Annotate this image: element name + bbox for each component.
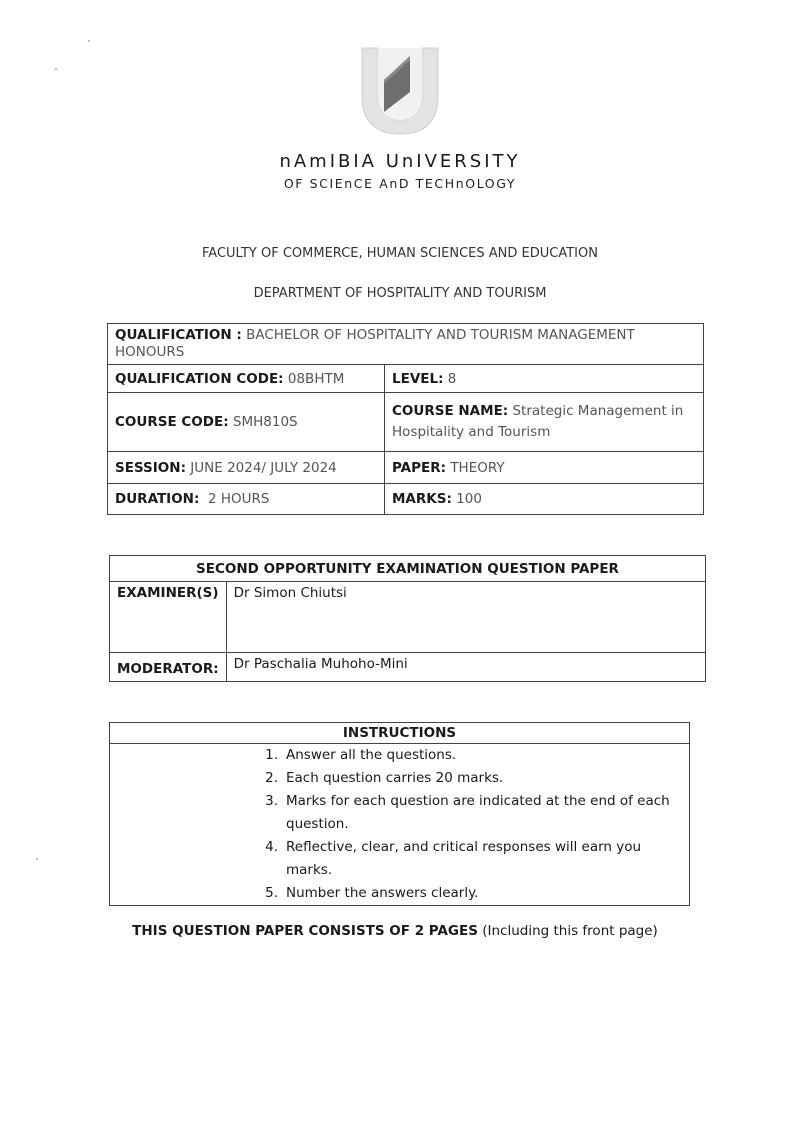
- moderator-label: MODERATOR:: [110, 653, 227, 682]
- faculty-heading: FACULTY OF COMMERCE, HUMAN SCIENCES AND EDUCATION: [202, 246, 598, 261]
- instructions-list: [250, 744, 685, 905]
- page-count-note: [0, 923, 790, 939]
- instruction-number: 1.: [265, 747, 278, 763]
- qualification-value: BACHELOR OF HOSPITALITY AND TOURISM MANAGEMENT HONOURS: [115, 327, 635, 360]
- scan-speck: [88, 40, 90, 42]
- course-code-cell: [108, 393, 385, 452]
- scan-speck: [55, 68, 57, 70]
- exam-paper-table: [109, 555, 706, 682]
- instruction-item: [250, 767, 685, 790]
- session-value: JUNE 2024/ JULY 2024: [190, 459, 337, 476]
- instruction-text: Marks for each question are indicated at the end of each question.: [286, 793, 670, 832]
- instruction-text: Answer all the questions.: [286, 747, 457, 763]
- university-logo: [358, 42, 442, 136]
- marks-value: 100: [456, 491, 482, 507]
- qualification-cell: [108, 324, 704, 365]
- paper-cell: [385, 452, 704, 484]
- instructions-title: INSTRUCTIONS: [110, 723, 690, 744]
- instructions-body: [110, 744, 690, 906]
- marks-cell: [385, 484, 704, 515]
- instruction-text: Reflective, clear, and critical responses will earn you marks.: [286, 839, 642, 878]
- course-name-label: COURSE NAME:: [392, 403, 509, 419]
- level-cell: [385, 365, 704, 393]
- instruction-number: 3.: [265, 793, 278, 809]
- course-code-value: SMH810S: [232, 414, 298, 430]
- scan-speck: [36, 858, 38, 860]
- instruction-number: 2.: [265, 770, 278, 786]
- course-name-cell: [385, 393, 704, 452]
- session-label: SESSION:: [115, 459, 186, 476]
- page-count-bold: THIS QUESTION PAPER CONSISTS OF 2 PAGES: [132, 923, 478, 939]
- qualification-code-cell: [108, 365, 385, 393]
- instruction-number: 4.: [265, 839, 278, 855]
- university-subtitle: OF SCIEnCE AnD TECHnOLOGY: [283, 176, 517, 191]
- instruction-item: [250, 836, 685, 882]
- instruction-item: [250, 790, 685, 836]
- level-label: LEVEL:: [392, 370, 444, 387]
- qualification-table: [107, 323, 704, 515]
- examiner-value: Dr Simon Chiutsi: [226, 582, 705, 653]
- moderator-value: Dr Paschalia Muhoho-Mini: [226, 653, 705, 682]
- exam-title: SECOND OPPORTUNITY EXAMINATION QUESTION PAPER: [110, 556, 706, 582]
- department-heading: DEPARTMENT OF HOSPITALITY AND TOURISM: [253, 286, 547, 301]
- instruction-text: Each question carries 20 marks.: [286, 770, 504, 786]
- instruction-item: [250, 744, 685, 767]
- instructions-table: [109, 722, 690, 906]
- university-name: nAmIBIA UnIVERSITY: [279, 151, 521, 172]
- instruction-number: 5.: [265, 885, 278, 901]
- level-value: 8: [447, 370, 457, 387]
- qualification-label: QUALIFICATION :: [115, 327, 242, 343]
- course-code-label: COURSE CODE:: [115, 414, 229, 430]
- paper-value: THEORY: [450, 459, 505, 476]
- examiner-label: EXAMINER(S): [110, 582, 227, 653]
- duration-label: DURATION:: [115, 491, 200, 507]
- qualification-code-value: 08BHTM: [287, 370, 345, 387]
- session-cell: [108, 452, 385, 484]
- duration-value: 2 HOURS: [207, 491, 270, 507]
- duration-cell: [108, 484, 385, 515]
- instruction-item: [250, 882, 685, 905]
- course-name-value: Strategic Management in Hospitality and Tourism: [392, 403, 684, 440]
- marks-label: MARKS:: [392, 491, 452, 507]
- qualification-code-label: QUALIFICATION CODE:: [115, 370, 284, 387]
- instruction-text: Number the answers clearly.: [286, 885, 479, 901]
- paper-label: PAPER:: [392, 459, 447, 476]
- page-count-note-text: (Including this front page): [482, 923, 658, 939]
